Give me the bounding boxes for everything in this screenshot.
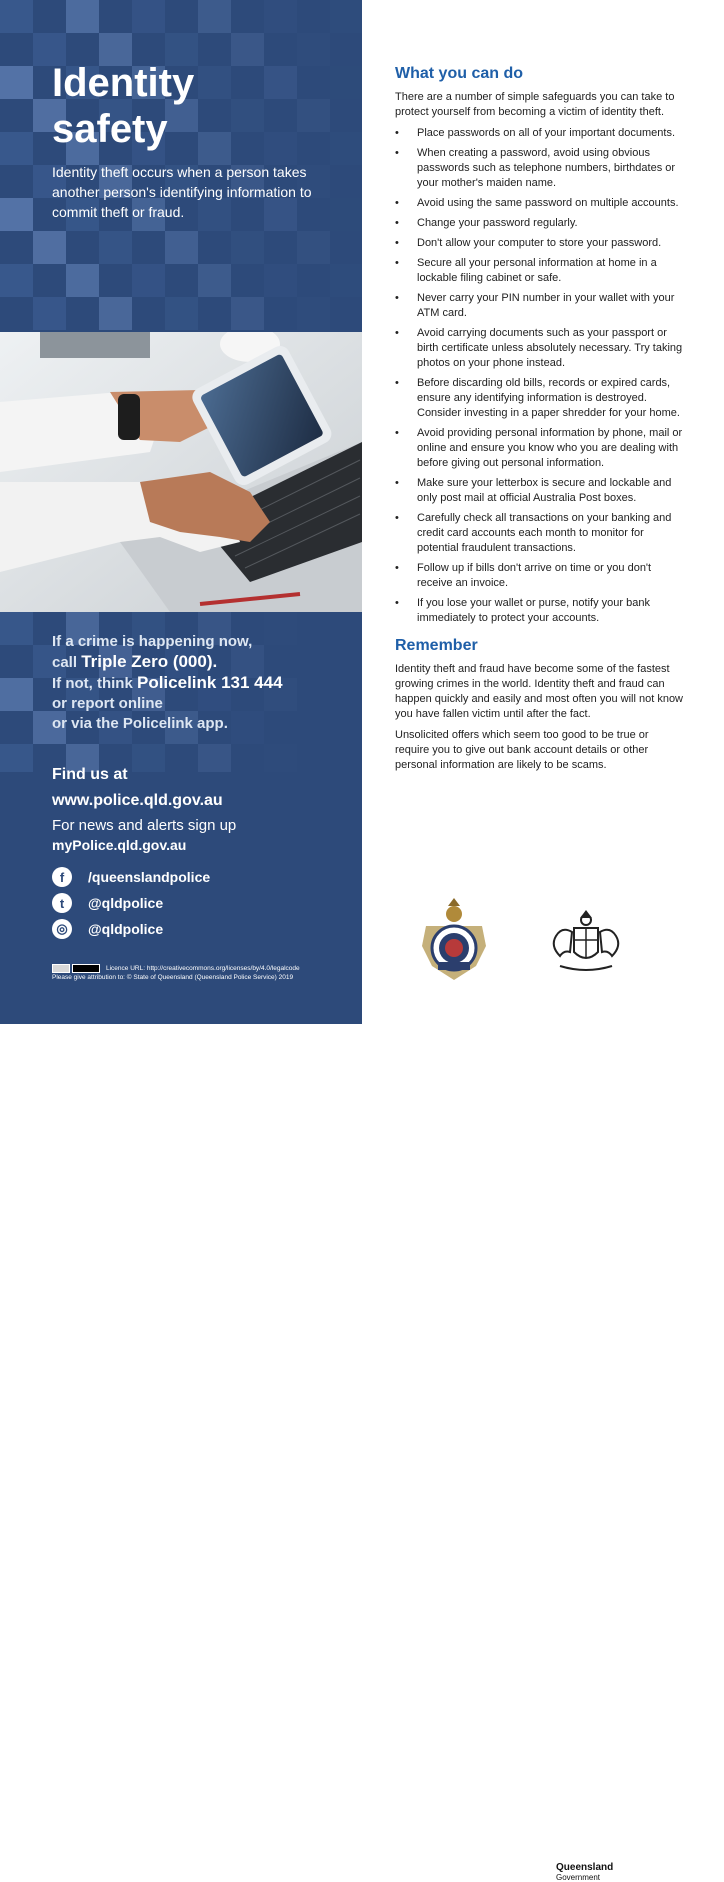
checker-square [66, 264, 99, 297]
checker-square [198, 264, 231, 297]
emergency-callout [52, 632, 352, 734]
checker-square [0, 264, 33, 297]
checker-square [198, 66, 231, 99]
checker-square [0, 612, 33, 645]
callout-line-4: or report online [52, 695, 163, 712]
remember-paragraph-2: Unsolicited offers which seem too good to be true or require you to give out bank account details or other personal information are likely to be scams. [395, 729, 649, 771]
alerts-text: For news and alerts sign up [52, 817, 237, 834]
list-item: • Before discarding old bills, records or expired cards, ensure any identifying information is destroyed. Consider investing in a paper shredder for your home. [395, 376, 685, 421]
licence-url: Licence URL: http://creativecommons.org/licenses/by/4.0/legalcode [106, 965, 300, 973]
list-item: • Follow up if bills don't arrive on time or you don't receive an invoice. [395, 561, 685, 591]
callout-line-2: call Triple Zero (000). [52, 652, 218, 671]
checker-square [99, 297, 132, 330]
list-item: • Carefully check all transactions on your banking and credit card accounts each month to monitor for potential fraudulent transactions. [395, 511, 685, 556]
intro-text: Identity theft occurs when a person takes another person's identifying information to commit theft or fraud. [52, 164, 312, 220]
checker-square [0, 678, 33, 711]
social-facebook[interactable] [52, 866, 312, 888]
social-instagram[interactable] [52, 918, 312, 940]
social-twitter[interactable] [52, 892, 312, 914]
list-item: • Avoid carrying documents such as your passport or birth certificate unless absolutely necessary. Try taking photos on your phone instead. [395, 326, 685, 371]
what-intro: There are a number of simple safeguards you can take to protect yourself from becoming a victim of identity theft. [395, 91, 675, 118]
page-title: Identity safety [52, 61, 195, 151]
what-heading: What you can do [395, 65, 523, 82]
checker-square [33, 231, 66, 264]
checker-square [132, 264, 165, 297]
checker-square [165, 297, 198, 330]
police-badge-icon [420, 896, 488, 982]
list-item: • Don't allow your computer to store your password. [395, 236, 685, 251]
checker-square [297, 99, 330, 132]
right-panel [395, 64, 685, 779]
list-item: • Avoid providing personal information by phone, mail or online and ensure you know who you are dealing with before giving out personal information. [395, 426, 685, 471]
cc-by-icon [72, 964, 100, 973]
checker-square [0, 0, 33, 33]
social-handle: @qldpolice [88, 921, 164, 937]
callout-line-5: or via the Policelink app. [52, 715, 228, 732]
list-item: • Make sure your letterbox is secure and lockable and only post mail at official Australia Post boxes. [395, 476, 685, 506]
checker-square [264, 264, 297, 297]
checker-square [99, 231, 132, 264]
checker-square [0, 132, 33, 165]
checker-square [297, 33, 330, 66]
list-item: • Secure all your personal information at home in a lockable filing cabinet or safe. [395, 256, 685, 286]
list-item: • When creating a password, avoid using obvious passwords such as telephone numbers, birthdates or your mother's maiden name. [395, 146, 685, 191]
checker-square [264, 66, 297, 99]
remember-paragraph-1: Identity theft and fraud have become some of the fastest growing crimes in the world. Identity theft and fraud can happen quickly and easily and most often you will not know you have fallen victim until after the fact. [395, 663, 684, 720]
checker-square [33, 297, 66, 330]
checker-square [198, 0, 231, 33]
checker-square [330, 132, 362, 165]
checker-square [330, 264, 362, 297]
checker-square [330, 0, 362, 33]
queensland-crest-icon [546, 896, 626, 986]
callout-line-3: If not, think Policelink 131 444 [52, 673, 283, 692]
logos [420, 896, 660, 1882]
checker-square [198, 132, 231, 165]
social-handle: /queenslandpolice [88, 869, 211, 885]
cc-badge-icon [52, 964, 70, 973]
checker-square [231, 297, 264, 330]
checker-square [0, 198, 33, 231]
social-handle: @qldpolice [88, 895, 164, 911]
mypolice-link[interactable]: myPolice.qld.gov.au [52, 837, 187, 853]
checker-square [0, 744, 33, 772]
list-item: • If you lose your wallet or purse, notify your bank immediately to protect your accounts. [395, 596, 685, 626]
checker-square [264, 0, 297, 33]
checker-square [264, 132, 297, 165]
callout-line-1: If a crime is happening now, [52, 633, 253, 650]
checker-square [66, 0, 99, 33]
hero-photo [0, 332, 362, 612]
checker-square [165, 231, 198, 264]
instagram-icon: ◎ [52, 919, 72, 939]
checker-square [231, 231, 264, 264]
find-heading: Find us at [52, 766, 128, 783]
list-item: • Change your password regularly. [395, 216, 685, 231]
checker-square [330, 66, 362, 99]
queensland-government-wordmark: Queensland Government [556, 1862, 614, 1882]
checker-square [297, 231, 330, 264]
checker-square [231, 99, 264, 132]
checker-square [297, 297, 330, 330]
remember-heading: Remember [395, 637, 478, 654]
find-us [52, 764, 352, 854]
checker-square [132, 0, 165, 33]
list-item: • Never carry your PIN number in your wallet with your ATM card. [395, 291, 685, 321]
safeguard-list [395, 126, 685, 626]
list-item: • Avoid using the same password on multiple accounts. [395, 196, 685, 211]
twitter-icon: t [52, 893, 72, 913]
list-item: • Place passwords on all of your important documents. [395, 126, 685, 141]
left-panel [0, 0, 362, 1024]
website-link[interactable]: www.police.qld.gov.au [52, 792, 223, 809]
facebook-icon: f [52, 867, 72, 887]
checker-square [231, 33, 264, 66]
checker-square [0, 66, 33, 99]
licence-attribution: Please give attribution to: © State of Queensland (Queensland Police Service) 2019 [52, 974, 294, 982]
licence-block [52, 964, 352, 982]
